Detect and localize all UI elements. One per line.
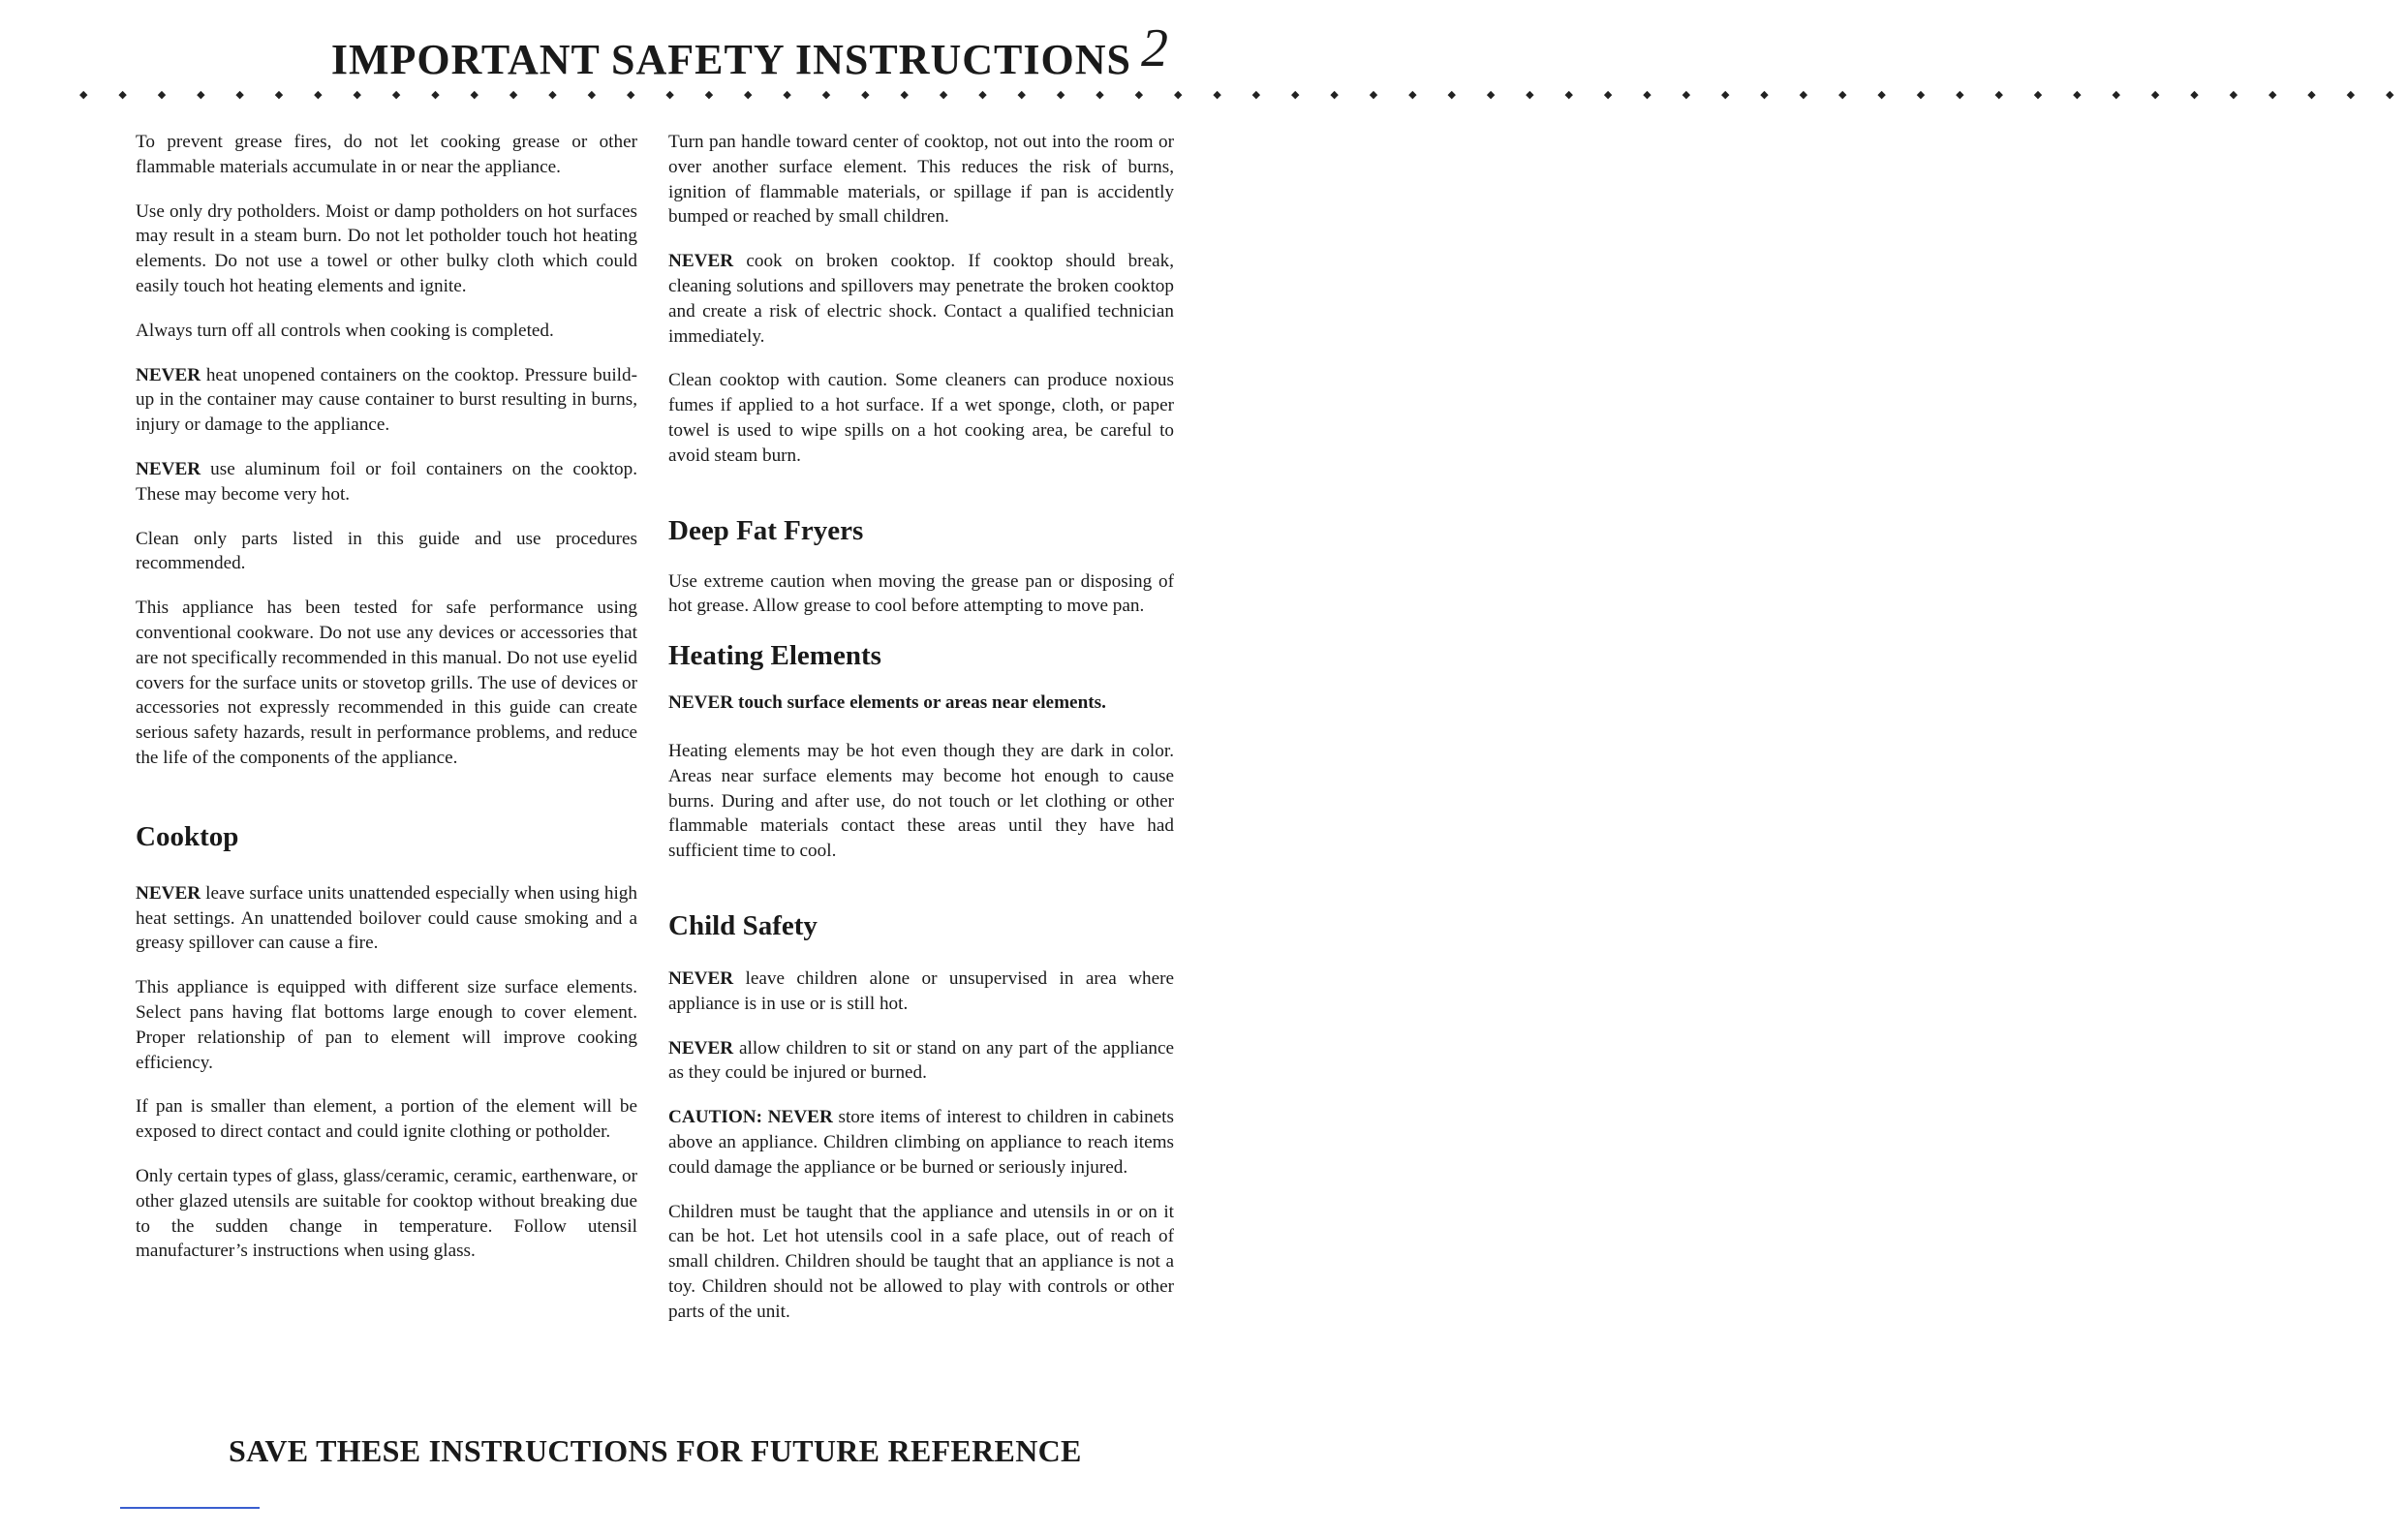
paragraph-text: leave children alone or unsupervised in area where appliance is in use or is still hot. <box>668 967 1174 1014</box>
left-column <box>136 130 637 1283</box>
section-heading-deep-fat-fryers: Deep Fat Fryers <box>668 514 864 546</box>
paragraph-text: heat unopened containers on the cooktop. Pressure build-up in the container may cause container to burst resulting in burns, injury or damage to the appliance. <box>136 364 637 436</box>
warning-keyword: CAUTION: NEVER <box>668 1107 833 1128</box>
paragraph: This appliance has been tested for safe performance using conventional cookware. Do not use any devices or accessories that are not specifically recommended in this manual. Do not use eyelid covers for the surface units or stovetop grills. The use of devices or accessories not expressly recommended in this guide can create serious safety hazards, result in performance problems, and reduce the life of the components of the appliance. <box>136 598 637 768</box>
paragraph <box>136 363 637 438</box>
scan-artifact-line <box>120 1507 260 1509</box>
paragraph: This appliance is equipped with different size surface elements. Select pans having flat bottoms large enough to cover element. Proper relationship of pan to element will improve cooking efficiency. <box>136 977 637 1073</box>
warning-keyword: NEVER <box>136 364 201 385</box>
paragraph: Use extreme caution when moving the grease pan or disposing of hot grease. Allow grease to cool before attempting to move pan. <box>668 570 1174 617</box>
diamond-divider: ◆ ◆ ◆ ◆ ◆ ◆ ◆ ◆ ◆ ◆ ◆ ◆ ◆ ◆ ◆ ◆ ◆ ◆ ◆ ◆ ◆ ◆ ◆ ◆ ◆ ◆ ◆ ◆ ◆ ◆ ◆ ◆ ◆ ◆ ◆ ◆ ◆ ◆ ◆ ◆ ◆ ◆ ◆ ◆ ◆ ◆ ◆ ◆ ◆ ◆ ◆ ◆ ◆ ◆ ◆ ◆ ◆ ◆ ◆ ◆ <box>79 88 2408 101</box>
paragraph <box>668 966 1174 1017</box>
paragraph: Use only dry potholders. Moist or damp potholders on hot surfaces may result in a steam burn. Do not let potholder touch hot heating elements. Do not use a towel or other bulky cloth which could easily touch hot heating elements and ignite. <box>136 200 637 296</box>
footer-notice: SAVE THESE INSTRUCTIONS FOR FUTURE REFERENCE <box>229 1433 1082 1468</box>
paragraph-text: allow children to sit or stand on any part of the appliance as they could be injured or burned. <box>668 1037 1174 1084</box>
paragraph <box>668 1105 1174 1180</box>
section-heading-heating-elements: Heating Elements <box>668 640 881 672</box>
right-column <box>668 130 1174 1344</box>
paragraph-text: use aluminum foil or foil containers on the cooktop. These may become very hot. <box>136 458 637 505</box>
paragraph: Clean cooktop with caution. Some cleaners can produce noxious fumes if applied to a hot surface. If a wet sponge, cloth, or paper towel is used to wipe spills on a hot cooking area, be careful to avoid steam burn. <box>668 370 1174 466</box>
paragraph: Turn pan handle toward center of cooktop, not out into the room or over another surface element. This reduces the risk of burns, ignition of flammable materials, or spillage if pan is accidently bumped or reached by small children. <box>668 132 1174 228</box>
warning-keyword: NEVER <box>668 1037 734 1058</box>
page-number: 2 <box>1141 18 1168 78</box>
paragraph-text: leave surface units unattended especially when using high heat settings. An unattended boilover could cause smoking and a greasy spillover can cause a fire. <box>136 882 637 954</box>
paragraph: Always turn off all controls when cooking is completed. <box>136 320 554 341</box>
bold-warning: NEVER touch surface elements or areas near elements. <box>668 692 1106 714</box>
paragraph <box>668 1036 1174 1087</box>
paragraph-text: cook on broken cooktop. If cooktop should break, cleaning solutions and spillovers may penetrate the broken cooktop and create a risk of electric shock. Contact a qualified technician immediately. <box>668 251 1174 347</box>
paragraph <box>136 881 637 956</box>
paragraph: Only certain types of glass, glass/ceramic, ceramic, earthenware, or other glazed utensils are suitable for cooktop without breaking due to the sudden change in temperature. Follow utensil manufacturer’s instructions when using glass. <box>136 1165 637 1262</box>
section-heading-child-safety: Child Safety <box>668 909 818 941</box>
section-heading-cooktop: Cooktop <box>136 820 239 852</box>
paragraph-text: store items of interest to children in cabinets above an appliance. Children climbing on appliance to reach items could damage the appliance or be burned or seriously injured. <box>668 1107 1174 1178</box>
warning-keyword: NEVER <box>136 458 201 479</box>
paragraph: If pan is smaller than element, a portion of the element will be exposed to direct contact and could ignite clothing or potholder. <box>136 1096 637 1143</box>
warning-keyword: NEVER <box>136 882 201 904</box>
paragraph <box>136 457 637 507</box>
paragraph: Heating elements may be hot even though they are dark in color. Areas near surface elements may become hot enough to cause burns. During and after use, do not touch or let clothing or other flammable materials contact these areas until they have had sufficient time to cool. <box>668 740 1174 862</box>
paragraph: Children must be taught that the appliance and utensils in or on it can be hot. Let hot utensils cool in a safe place, out of reach of small children. Children should be taught that an appliance is not a toy. Children should not be allowed to play with controls or other parts of the unit. <box>668 1201 1174 1322</box>
paragraph <box>668 249 1174 349</box>
warning-keyword: NEVER <box>668 251 734 272</box>
page-title: IMPORTANT SAFETY INSTRUCTIONS <box>330 36 1131 83</box>
paragraph: To prevent grease fires, do not let cooking grease or other flammable materials accumulate in or near the appliance. <box>136 132 637 177</box>
warning-keyword: NEVER <box>668 967 734 989</box>
paragraph: Clean only parts listed in this guide and use procedures recommended. <box>136 528 637 574</box>
